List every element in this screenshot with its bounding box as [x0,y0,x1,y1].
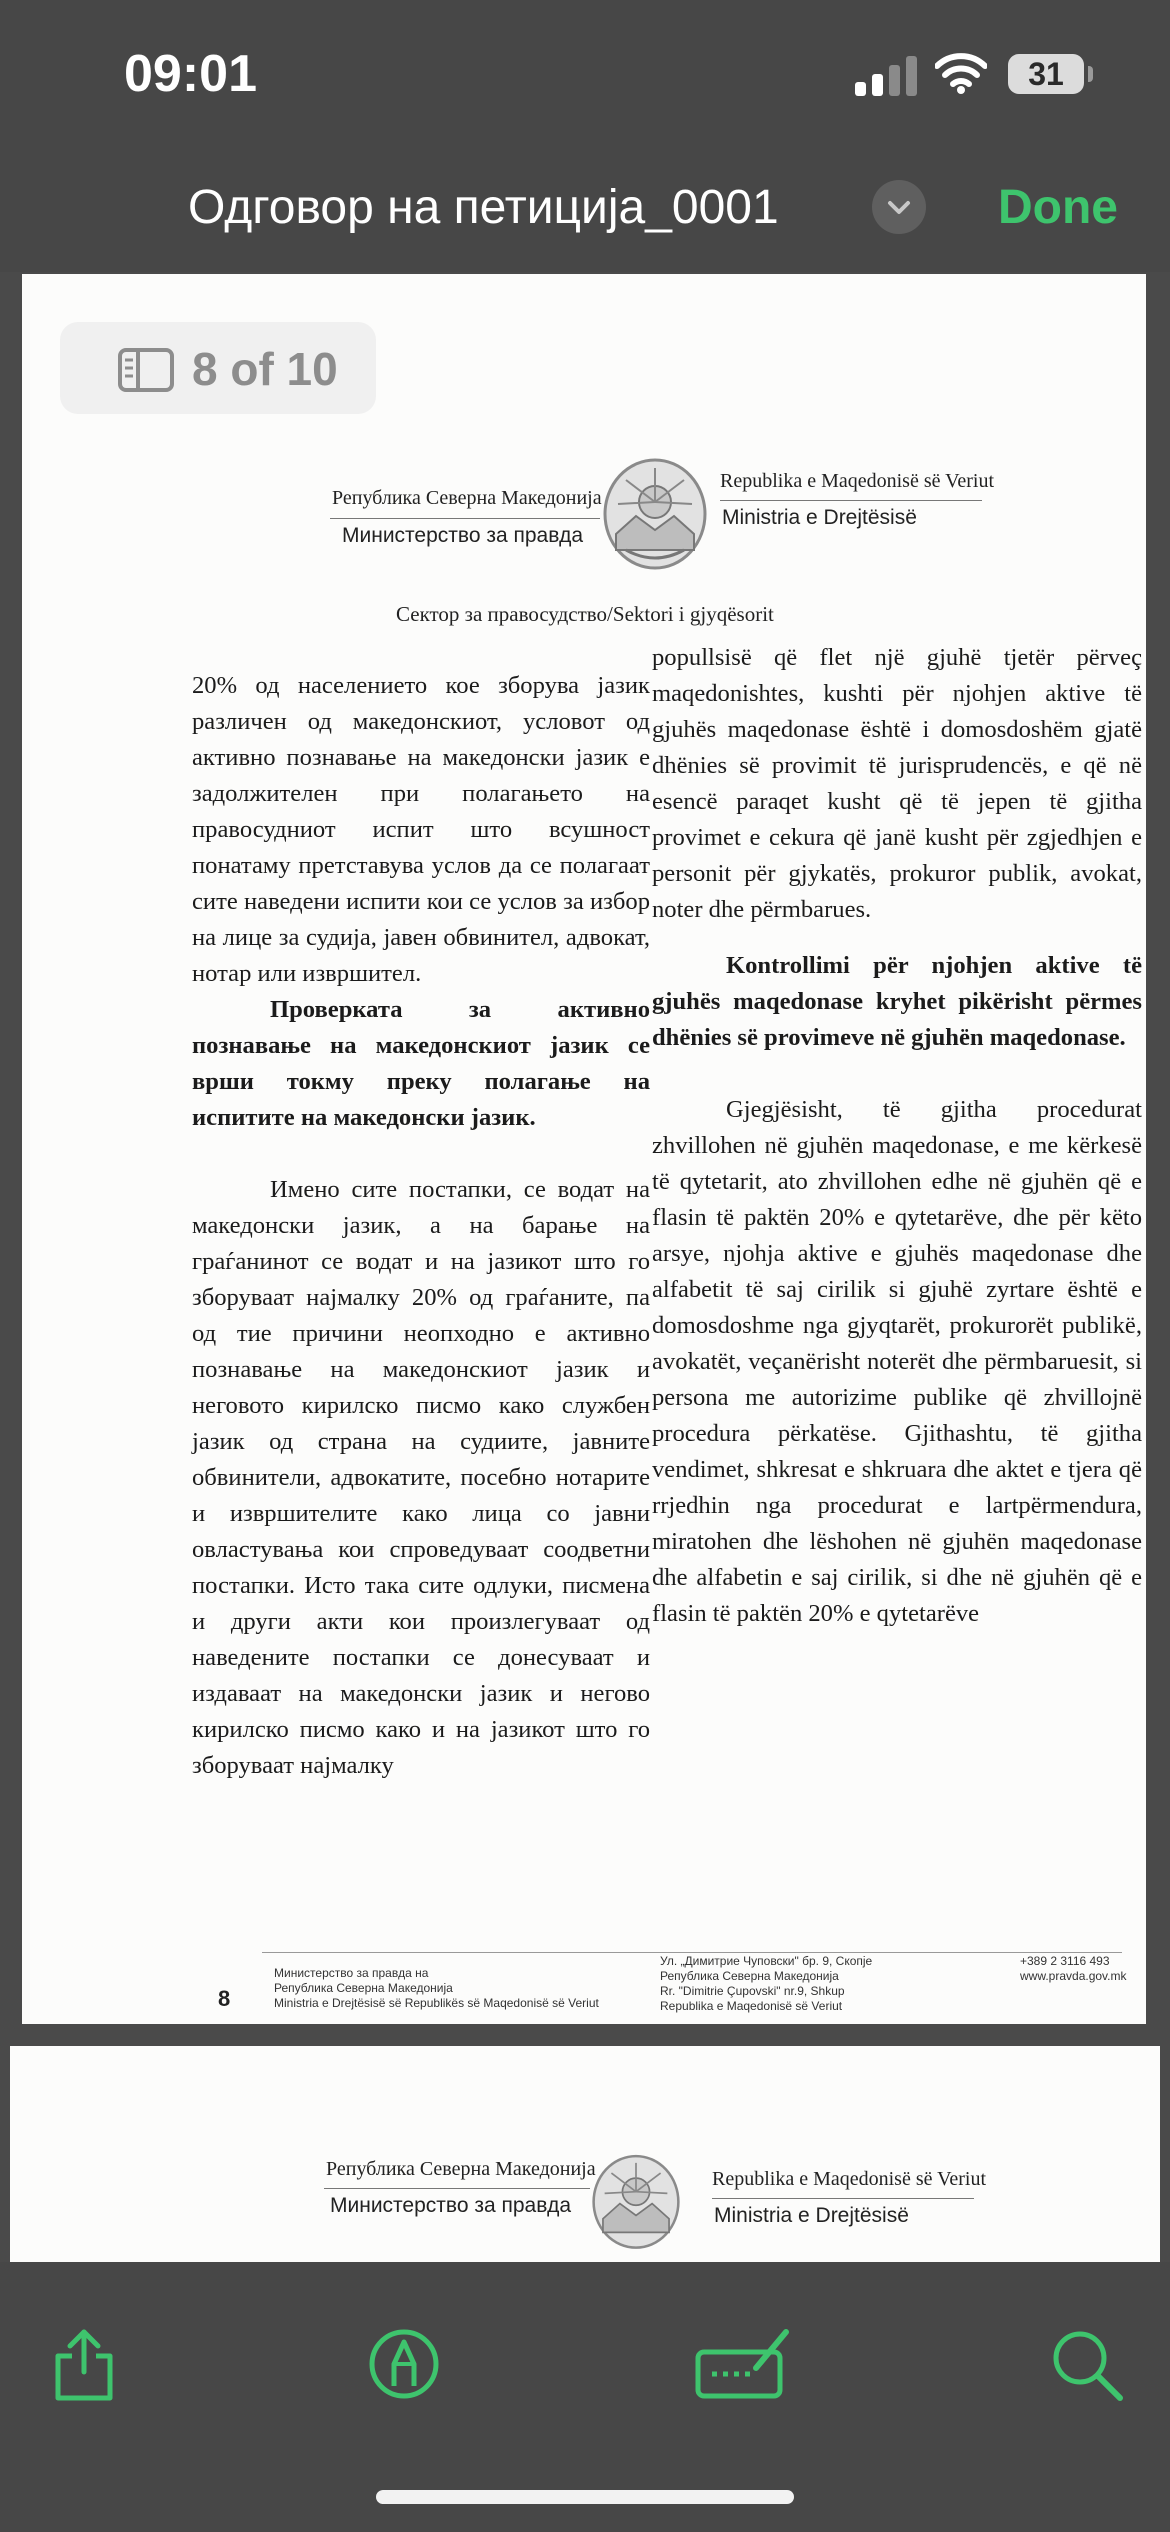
sector-heading: Сектор за правосудство/Sektori i gjyqësorit [396,602,774,626]
document-page [22,274,1146,2024]
right-column-al [652,640,1142,1632]
footer-page-number: 8 [218,1986,231,2011]
coat-of-arms-emblem [596,454,714,572]
footer-ministry [274,1966,599,2011]
left-paragraph-3: Имено сите постапки, се водат на македонски јазик, а на барање на граѓанинот се водат и на јазикот што го зборуваат најмалку 20% од граѓаните, па од тие причини неопходно е активно познавање на македонскиот јазик и неговото кирилско писмо како службен јазик од страна на судиите, јавните обвинители, адвокатите, посебно нотарите и извршителите како лица со јавни овластувања кои спроведуваат соодветни постапки. Исто така сите одлуки, писмена и други акти кои произлегуваат од наведените постапки се донесуваат и издаваат на македонски јазик и негово кирилско писмо како и на јазикот што го зборуваат најмалку [192,1176,650,1779]
left-paragraph-2: Проверката за активно познавање на македонскиот јазик се врши токму преку полагање на испитите на македонски јазик. [192,996,650,1131]
letterhead-rule [330,518,600,519]
letterhead-ministry-al: Ministria e Drejtësisë [722,506,917,529]
letterhead-ministry-mk: Министерство за правда [330,2194,572,2217]
battery-level: 31 [1008,54,1084,94]
sidebar-icon [118,348,174,392]
signature-icon[interactable] [694,2324,794,2404]
footer-line: Ул. „Димитрие Чуповски" бр. 9, Скопје [660,1954,873,1968]
document-title[interactable]: Одговор на петиција_0001 [188,181,779,234]
letterhead-rule [712,2198,974,2199]
letterhead-ministry-al: Ministria e Drejtësisë [714,2204,909,2227]
letterhead-country-al: Republika e Maqedonisë së Veriut [720,470,995,492]
letterhead-country-mk: Република Северна Македонија [326,2158,596,2180]
letterhead-country-mk: Република Северна Македонија [332,487,602,509]
battery-icon [1088,66,1093,82]
page-indicator-label: 8 of 10 [192,343,338,395]
next-document-page [10,2046,1160,2262]
document-viewer[interactable] [0,272,1170,2262]
letterhead-ministry-mk: Министерство за правда [342,524,584,547]
title-menu-button[interactable] [872,180,926,234]
home-indicator[interactable] [376,2490,794,2504]
wifi-icon [935,52,987,94]
cellular-signal-icon [855,56,917,96]
footer-rule [262,1952,1122,1953]
footer-line: Министерство за правда на [274,1966,429,1980]
right-paragraph-1: popullsisë që flet një gjuhë tjetër përveç maqedonishtes, kushti për njohjen aktive të gjuhës maqedonase është i domosdoshëm gjatë dhënies së provimit të jurisprudencës, e që në esencë paraqet kusht që të jepen të gjitha provimet e cekura që janë kusht për zgjedhjen e personit për gjykatës, prokuror publik, avokat, noter dhe përmbarues. [652,644,1142,923]
footer-line: Ministria e Drejtësisë së Republikës së Maqedonisë së Veriut [274,1996,599,2010]
footer-line: Република Северна Македонија [660,1969,839,1983]
markup-icon[interactable] [364,2324,444,2404]
footer-line: Rr. "Dimitrie Çupovski" nr.9, Shkup [660,1984,845,1998]
done-button[interactable]: Done [998,181,1118,234]
status-time: 09:01 [124,45,257,103]
right-paragraph-3: Gjegjësisht, të gjitha procedurat zhvillohen në gjuhën maqedonase, e me kërkesë të qytetarit, ato zhvillohen edhe në gjuhën që e flasin të paktën 20% e qytetarëve, dhe për këto arsye, njohja aktive e gjuhës maqedonase dhe alfabetit të saj cirilik si gjuhë zyrtare është e domosdoshme nga gjyqtarët, prokurorët publikë, avokatët, veçanërisht noterët dhe përmbaruesit, si persona me autorizime publike që zhvillojnë procedura përkatëse. Gjithashtu, të gjitha vendimet, shkresat e shkruara dhe aktet e tjera që rrjedhin nga procedurat e lartpërmendura, miratohen dhe lëshohen në gjuhën maqedonase dhe alfabetin e saj cirilik, si dhe në gjuhën që e flasin të paktën 20% e qytetarëve [652,1096,1142,1627]
status-bar [0,0,1170,150]
chevron-down-icon [872,180,926,234]
footer-line: Република Северна Македонија [274,1981,453,1995]
letterhead-country-al: Republika e Maqedonisë së Veriut [712,2168,987,2190]
left-paragraph-1: 20% од населението кое зборува јазик различен од македонскиот, условот од активно познавање на македонски јазик е задолжителен при полагањето на правосудниот испит што всушност понатаму претставува услов да се полагаат сите наведени испити кои се услов за избор на лице за судија, јавен обвинител, адвокат, нотар или извршител. [192,672,650,987]
footer-website: www.pravda.gov.mk [1020,1969,1127,1983]
footer-contact [1020,1954,1126,1984]
footer-phone: +389 2 3116 493 [1020,1954,1110,1968]
share-icon[interactable] [44,2324,124,2404]
letterhead-rule [324,2188,590,2189]
footer-address [660,1954,872,2014]
search-icon[interactable] [1046,2324,1126,2404]
page-indicator[interactable] [60,322,376,414]
navigation-bar [0,150,1170,272]
coat-of-arms-emblem [586,2146,686,2256]
footer-line: Republika e Maqedonisë së Veriut [660,1999,843,2013]
letterhead-rule [720,500,982,501]
right-paragraph-2: Kontrollimi për njohjen aktive të gjuhës maqedonase kryhet pikërisht përmes dhënies së provimeve në gjuhën maqedonase. [652,952,1142,1051]
left-column-mk [192,668,650,1784]
